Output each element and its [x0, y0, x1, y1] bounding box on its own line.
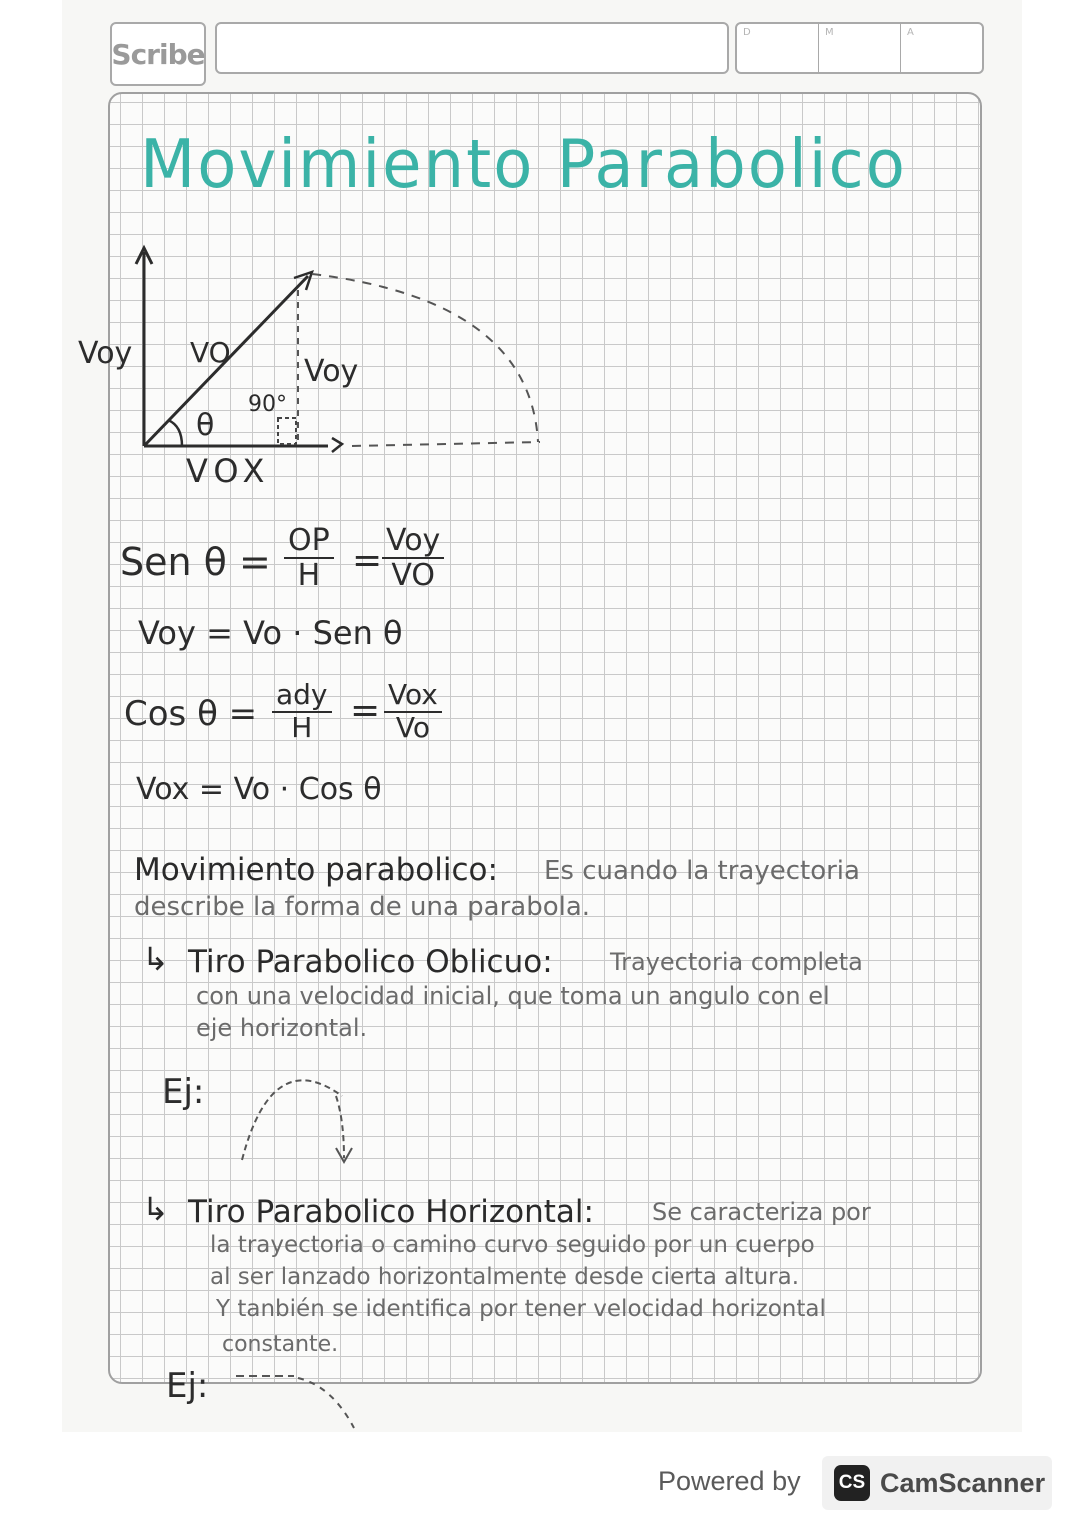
cos-fraction-ady-h [272, 680, 332, 744]
axis-label-voy: Voy [78, 336, 133, 371]
horizontal-fall-curve [298, 1378, 354, 1428]
horizontal-text-4: Y tanbién se identifica por tener velocidad horizontal [216, 1296, 826, 1322]
sen-lhs: Sen θ = [120, 540, 271, 584]
horizontal-text-5: constante. [222, 1332, 339, 1357]
angle-label: θ [196, 408, 215, 443]
oblique-term: Tiro Parabolico Oblicuo: [188, 944, 553, 980]
cos-frac1-num: ady [272, 680, 332, 713]
cos-frac1-den: H [291, 710, 313, 744]
horizontal-text-1: Se caracteriza por [652, 1198, 871, 1226]
horizontal-term: Tiro Parabolico Horizontal: [188, 1194, 594, 1230]
cos-frac2-num: Vox [384, 680, 442, 713]
sen-frac2-den: VO [391, 558, 435, 593]
base-label-vox: VOX [186, 452, 271, 490]
page-title: Movimiento Parabolico [140, 126, 907, 204]
horizontal-arrow: ↳ [142, 1190, 169, 1228]
sen-fraction-op-h [284, 524, 334, 592]
scribe-logo-text: Scribe [111, 37, 205, 71]
definition-text-main-2: describe la forma de una parabola. [134, 892, 591, 922]
vox-formula: Vox = Vo · Cos θ [136, 772, 382, 807]
header-title-field [215, 22, 729, 74]
date-year-cell: A [907, 27, 914, 38]
sen-equals: = [352, 540, 383, 581]
sen-frac1-den: H [297, 558, 321, 593]
cos-fraction-vox-vo [384, 680, 442, 744]
powered-by-text: Powered by [658, 1466, 801, 1496]
sen-frac2-num: Voy [382, 524, 444, 559]
date-month-cell: M [819, 24, 901, 72]
oblique-arrow: ↳ [142, 940, 169, 978]
example2-label: Ej: [166, 1366, 209, 1406]
angle-arc [168, 420, 182, 446]
horizontal-text-3: al ser lanzado horizontalmente desde cierta altura. [210, 1264, 800, 1290]
scribe-logo [110, 22, 206, 86]
definition-text-main-1: Es cuando la trayectoria [544, 856, 860, 886]
cos-equals: = [350, 690, 381, 731]
date-day-cell: D [737, 24, 819, 72]
oblique-text-3: eje horizontal. [196, 1014, 368, 1042]
oblique-arc [242, 1080, 342, 1160]
header-date-field [735, 22, 984, 74]
cos-lhs: Cos θ = [124, 694, 258, 734]
example1-label: Ej: [162, 1072, 205, 1112]
horizontal-trajectory-sketch [232, 1368, 372, 1438]
voy-formula: Voy = Vo · Sen θ [138, 614, 403, 652]
right-angle-label: 90° [248, 392, 287, 417]
oblique-text-1: Trayectoria completa [610, 948, 863, 976]
definition-term-main: Movimiento parabolico: [134, 852, 498, 888]
camscanner-name: CamScanner [880, 1467, 1046, 1498]
oblique-text-2: con una velocidad inicial, que toma un angulo con el [196, 982, 830, 1010]
vox-arrow [332, 438, 342, 452]
horizontal-text-2: la trayectoria o camino curvo seguido por un cuerpo [210, 1232, 815, 1258]
vertical-label-voy: Voy [304, 354, 359, 389]
hypotenuse-label: VO [190, 336, 231, 369]
ground-dashed-line [352, 442, 540, 446]
cos-frac2-den: Vo [395, 710, 430, 744]
camscanner-logo-icon: CS [834, 1465, 870, 1501]
camscanner-badge [822, 1456, 1052, 1510]
sen-frac1-num: OP [284, 524, 334, 559]
right-angle-marker [278, 418, 296, 444]
sen-fraction-voy-vo [382, 524, 444, 592]
oblique-trajectory-sketch [232, 1060, 372, 1170]
